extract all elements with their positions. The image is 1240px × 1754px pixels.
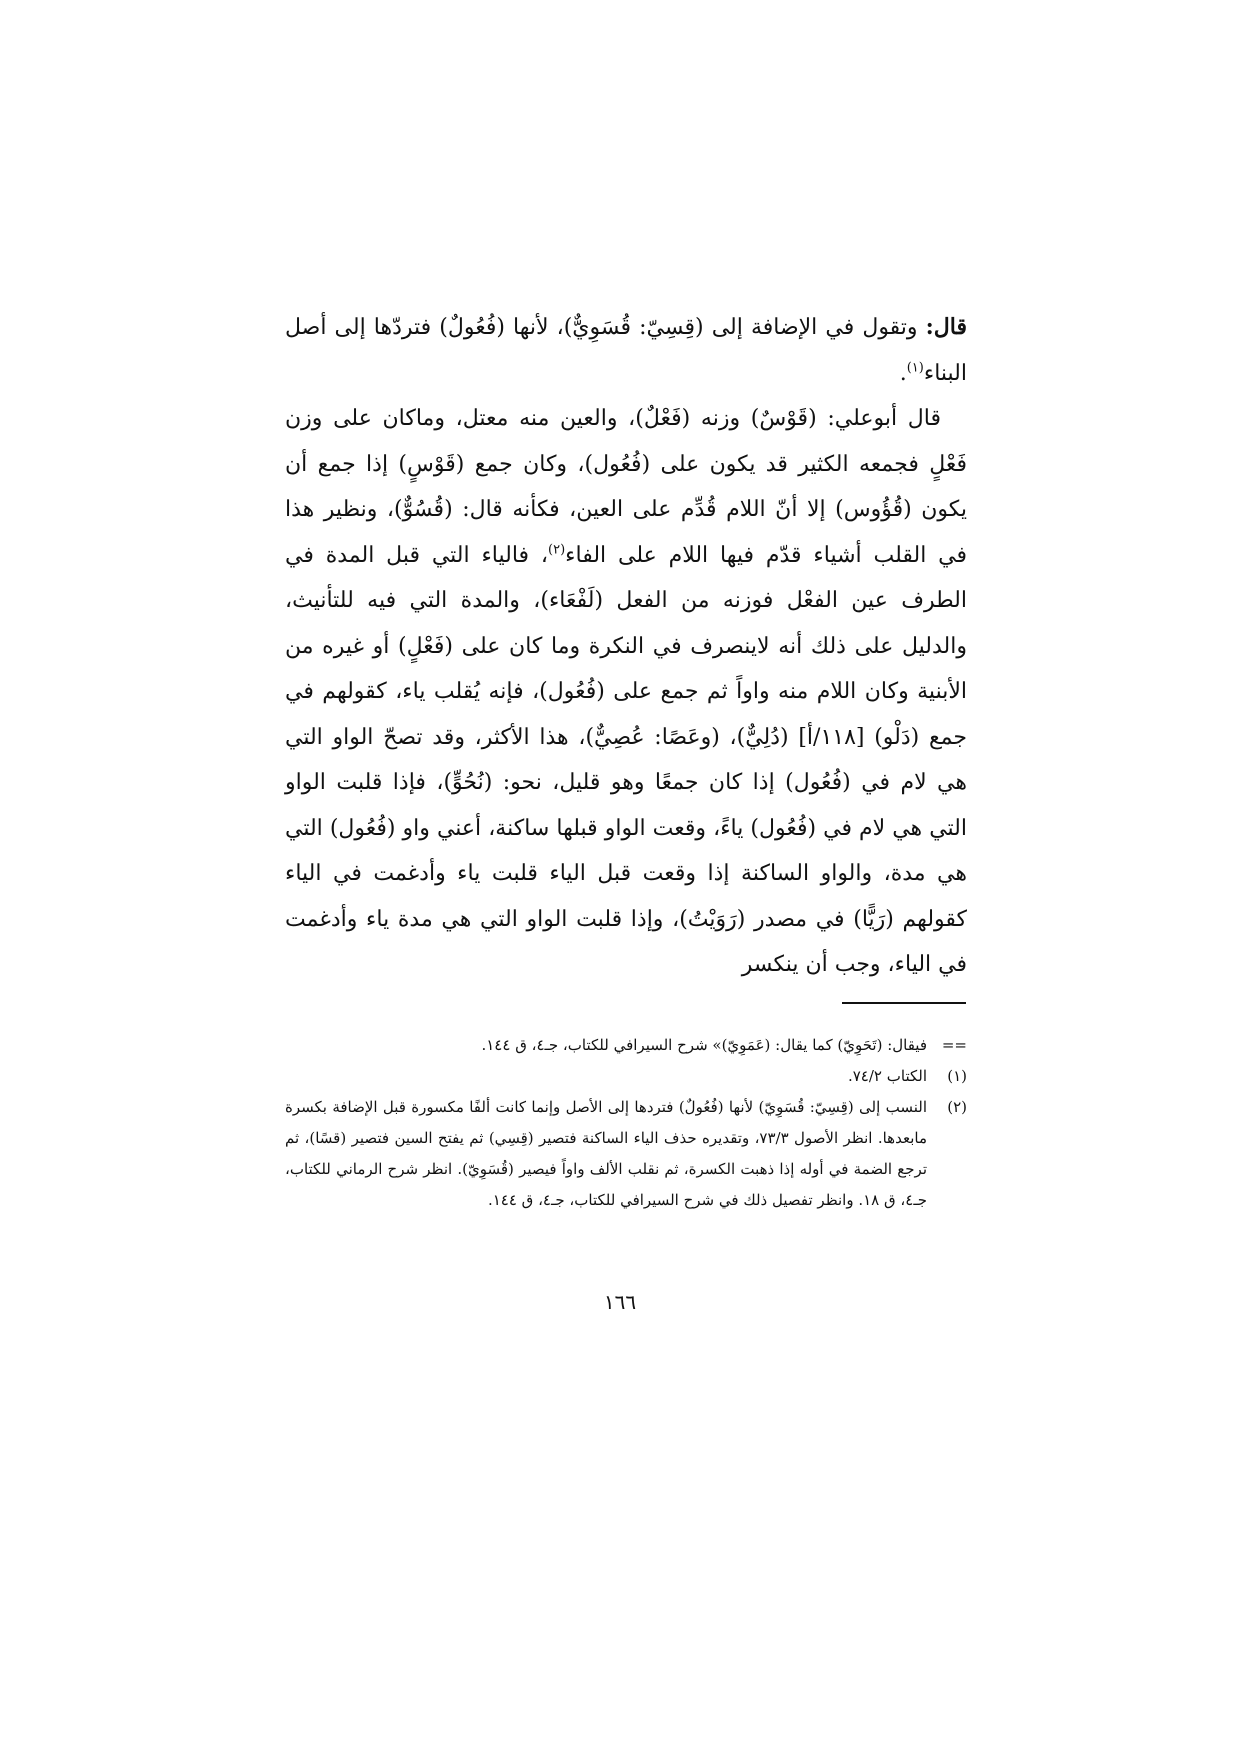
page-number: ١٦٦ <box>603 1290 637 1314</box>
footnote-reference: (١) <box>906 360 924 376</box>
footnote-marker: == <box>941 1036 967 1054</box>
footnotes-section <box>285 1030 967 1216</box>
footnote-1 <box>285 1061 967 1092</box>
footnote-2 <box>285 1092 967 1216</box>
paragraph-lead: قال: <box>925 314 967 340</box>
footnote-reference: (٢) <box>548 542 566 558</box>
paragraph-text: قال أبوعلي: (قَوْسٌ) وزنه (فَعْلٌ)، والعين منه معتل، وماكان على وزن فَعْلٍ فجمعه الكثير قد يكون على (فُعُول)، وكان جمع (قَوْسٍ) إذا جمع أن يكون (قُؤُوس) إلا أنّ اللام قُدِّم على العين، فكأنه قال: (قُسُوٌّ)، ونظير هذا في القلب أشياء قدّم فيها اللام على الفاء <box>285 406 968 568</box>
paragraph-tail: . <box>899 360 907 386</box>
paragraph-text: وتقول في الإضافة إلى (قِسِيّ: قُسَوِيٌّ)، لأنها (فُعُولٌ) فتردّها إلى أصل البناء <box>285 315 967 386</box>
footnote-continued <box>285 1030 967 1061</box>
paragraph-tail: ، فالياء التي قبل المدة في الطرف عين الفعْل فوزنه من الفعل (لَفْعَاء)، والمدة التي فيه للتأنيث، والدليل على ذلك أنه لاينصرف في النكرة وما كان على (فَعْلٍ) أو غيره من الأبنية وكان اللام منه واواً ثم جمع على (فُعُول)، فإنه يُقلب ياء، كقولهم في جمع (دَلْو) [١١٨/أ] (دُلِيٌّ)، (وعَصًا: عُصِيٌّ)، هذا الأكثر، وقد تصحّ الواو التي هي لام في (فُعُول) إذا كان جمعًا وهو قليل، نحو: (نُحُوٍّ)، فإذا قلبت الواو التي هي لام في (فُعُول) ياءً، وقعت الواو قبلها ساكنة، أعني واو (فُعُول) التي هي مدة، والواو الساكنة إذا وقعت قبل الياء قلبت ياء وأدغمت في الياء كقولهم (رَيًّا) في مصدر (رَوَيْتُ)، وإذا قلبت الواو التي هي مدة ياء وأدغمت في الياء، وجب أن ينكسر <box>285 542 967 977</box>
footnote-text: فيقال: (تَحَوِيّ) كما يقال: (عَمَوِيّ)» شرح السيرافي للكتاب، جـ٤، ق ١٤٤. <box>481 1036 927 1054</box>
main-body-text <box>285 305 967 988</box>
footnote-marker: (١) <box>947 1067 967 1085</box>
footnote-marker: (٢) <box>947 1098 967 1116</box>
footnote-text: النسب إلى (قِسِيّ: قُسَوِيّ) لأنها (فُعُولٌ) فتردها إلى الأصل وإنما كانت ألفًا مكسورة قبل الإضافة بكسرة مابعدها. انظر الأصول ٧٣/٣، وتقديره حذف الياء الساكنة فتصير (قِسِي) ثم يفتح السين فتصير (قسًا)، ثم ترجع الضمة في أوله إذا ذهبت الكسرة، ثم نقلب الألف واواً فيصير (قُسَوِيّ). انظر شرح الرماني للكتاب، جـ٤، ق ١٨. وانظر تفصيل ذلك في شرح السيرافي للكتاب، جـ٤، ق ١٤٤. <box>285 1098 927 1209</box>
paragraph-1 <box>285 305 967 396</box>
footnote-separator <box>842 1002 966 1004</box>
footnote-text: الكتاب ٧٤/٢. <box>847 1067 927 1085</box>
paragraph-2 <box>285 396 967 988</box>
